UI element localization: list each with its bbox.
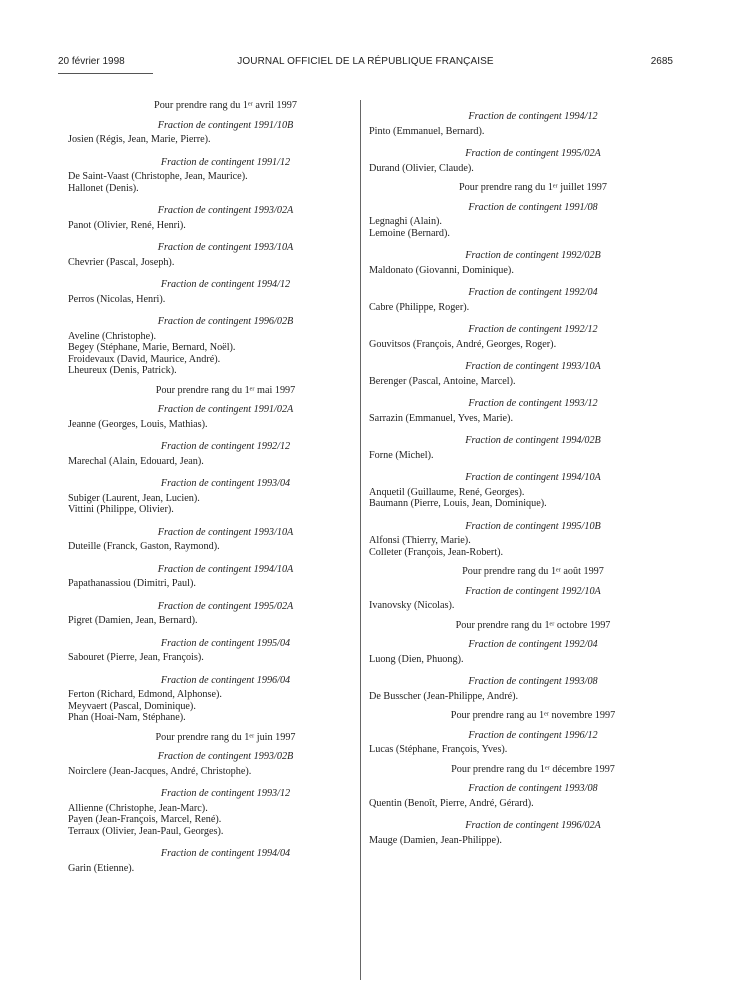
person-name: Hallonet (Denis). (68, 182, 139, 194)
person-name: Baumann (Pierre, Louis, Jean, Dominique). (369, 498, 547, 509)
rank-heading: Pour prendre rang du 1ᵉʳ octobre 1997 (455, 619, 611, 631)
person-name: Chevrier (Pascal, Joseph). (68, 256, 175, 268)
column-divider (360, 100, 361, 980)
person-name: Ferton (Richard, Edmond, Alphonse). (68, 689, 222, 700)
person-name: Lucas (Stéphane, François, Yves). (369, 744, 508, 755)
person-name: Alfonsi (Thierry, Marie). (369, 535, 471, 546)
person-name: Maldonato (Giovanni, Dominique). (369, 264, 514, 276)
fraction-heading: Fraction de contingent 1992/12 (160, 441, 291, 452)
person-name: Noirclere (Jean-Jacques, André, Christophe). (68, 765, 252, 777)
fraction-heading: Fraction de contingent 1993/10A (157, 526, 294, 538)
fraction-heading: Fraction de contingent 1996/02A (465, 820, 601, 831)
name-list (68, 766, 353, 778)
fraction-heading: Fraction de contingent 1991/02A (157, 404, 294, 415)
fraction-heading: Fraction de contingent 1991/08 (468, 201, 598, 213)
name-list (68, 257, 353, 269)
rank-heading: Pour prendre rang du 1ᵉʳ mai 1997 (155, 384, 296, 396)
name-list (369, 126, 667, 138)
person-name: Sabouret (Pierre, Jean, François). (68, 652, 204, 663)
fraction-heading: Fraction de contingent 1993/02A (157, 205, 294, 216)
fraction-heading: Fraction de contingent 1993/04 (160, 478, 291, 489)
person-name: Terraux (Olivier, Jean-Paul, Georges). (68, 825, 224, 837)
name-list (369, 798, 667, 810)
rank-heading: Pour prendre rang au 1ᵉʳ novembre 1997 (450, 710, 616, 721)
name-list (68, 689, 353, 724)
fraction-heading: Fraction de contingent 1994/12 (468, 111, 598, 122)
right-column (369, 100, 667, 846)
person-name: Aveline (Christophe). (68, 330, 157, 342)
person-name: Forne (Michel). (369, 449, 434, 461)
name-list (68, 171, 353, 194)
header-rule (58, 73, 153, 74)
person-name: De Saint-Vaast (Christophe, Jean, Maurice). (68, 171, 248, 182)
rank-heading: Pour prendre rang du 1ᵉʳ avril 1997 (154, 100, 297, 111)
left-column (68, 100, 353, 874)
person-name: Gouvitsos (François, André, Georges, Roger). (369, 338, 557, 350)
name-list (369, 835, 667, 847)
person-name: Josien (Régis, Jean, Marie, Pierre). (68, 134, 211, 145)
fraction-heading: Fraction de contingent 1991/10B (157, 119, 294, 131)
name-list (68, 220, 353, 232)
fraction-heading: Fraction de contingent 1992/02B (465, 250, 601, 261)
name-list (369, 413, 667, 425)
name-list (369, 600, 667, 612)
name-list (369, 654, 667, 666)
header-title: JOURNAL OFFICIEL DE LA RÉPUBLIQUE FRANÇAISE (237, 56, 494, 67)
fraction-heading: Fraction de contingent 1995/02A (157, 600, 294, 612)
person-name: Duteille (Franck, Gaston, Raymond). (68, 541, 220, 552)
name-list (68, 456, 353, 468)
name-list (68, 294, 353, 306)
header-date: 20 février 1998 (58, 56, 125, 67)
page-header (0, 0, 731, 80)
fraction-heading: Fraction de contingent 1996/12 (468, 729, 598, 741)
fraction-heading: Fraction de contingent 1993/08 (468, 783, 598, 794)
person-name: Jeanne (Georges, Louis, Mathias). (68, 418, 208, 430)
fraction-heading: Fraction de contingent 1991/12 (160, 156, 291, 168)
fraction-heading: Fraction de contingent 1993/10A (157, 242, 294, 253)
name-list (369, 487, 667, 510)
person-name: Garin (Etienne). (68, 862, 135, 874)
name-list (369, 302, 667, 314)
person-name: Berenger (Pascal, Antoine, Marcel). (369, 375, 516, 387)
person-name: Froidevaux (David, Maurice, André). (68, 353, 221, 365)
fraction-heading: Fraction de contingent 1995/10B (465, 520, 601, 532)
rank-heading: Pour prendre rang du 1ᵉʳ juin 1997 (155, 731, 296, 743)
person-name: Pigret (Damien, Jean, Bernard). (68, 615, 198, 626)
name-list (68, 803, 353, 838)
fraction-heading: Fraction de contingent 1992/12 (468, 324, 598, 335)
fraction-heading: Fraction de contingent 1993/10A (465, 361, 601, 372)
name-list (68, 419, 353, 431)
person-name: Colleter (François, Jean-Robert). (369, 546, 504, 558)
person-name: Begey (Stéphane, Marie, Bernard, Noël). (68, 342, 236, 353)
fraction-heading: Fraction de contingent 1994/02B (465, 435, 601, 446)
person-name: Mauge (Damien, Jean-Philippe). (369, 834, 502, 846)
person-name: Papathanassiou (Dimitri, Paul). (68, 578, 196, 589)
name-list (68, 331, 353, 377)
fraction-heading: Fraction de contingent 1993/02B (157, 751, 294, 762)
fraction-heading: Fraction de contingent 1994/04 (160, 848, 291, 859)
person-name: Phan (Hoai-Nam, Stéphane). (68, 712, 186, 723)
name-list (369, 265, 667, 277)
name-list (68, 578, 353, 590)
person-name: Marechal (Alain, Edouard, Jean). (68, 455, 204, 467)
fraction-heading: Fraction de contingent 1996/02B (157, 316, 294, 327)
fraction-heading: Fraction de contingent 1995/04 (160, 637, 291, 649)
person-name: Durand (Olivier, Claude). (369, 162, 474, 174)
name-list (369, 535, 667, 558)
name-list (68, 134, 353, 146)
fraction-heading: Fraction de contingent 1992/04 (468, 639, 598, 650)
person-name: Luong (Dien, Phuong). (369, 653, 464, 665)
person-name: Subiger (Laurent, Jean, Lucien). (68, 492, 200, 504)
fraction-heading: Fraction de contingent 1992/04 (468, 287, 598, 298)
person-name: Sarrazin (Emmanuel, Yves, Marie). (369, 412, 514, 424)
fraction-heading: Fraction de contingent 1993/12 (468, 398, 598, 409)
person-name: Legnaghi (Alain). (369, 216, 442, 227)
name-list (369, 691, 667, 703)
rank-heading: Pour prendre rang du 1ᵉʳ décembre 1997 (451, 763, 615, 775)
person-name: Lemoine (Bernard). (369, 227, 450, 239)
person-name: Vittini (Philippe, Olivier). (68, 504, 174, 515)
rank-heading: Pour prendre rang du 1ᵉʳ août 1997 (462, 566, 604, 577)
name-list (68, 863, 353, 875)
person-name: De Busscher (Jean-Philippe, André). (369, 690, 519, 702)
header-page-number: 2685 (650, 56, 673, 67)
person-name: Perros (Nicolas, Henri). (68, 293, 166, 305)
person-name: Lheureux (Denis, Patrick). (68, 365, 177, 376)
fraction-heading: Fraction de contingent 1996/04 (160, 674, 291, 686)
name-list (68, 615, 353, 627)
fraction-heading: Fraction de contingent 1994/10A (157, 563, 294, 575)
name-list (369, 450, 667, 462)
person-name: Payen (Jean-François, Marcel, René). (68, 814, 222, 825)
person-name: Allienne (Christophe, Jean-Marc). (68, 802, 208, 814)
person-name: Panot (Olivier, René, Henri). (68, 219, 186, 231)
name-list (68, 652, 353, 664)
person-name: Pinto (Emmanuel, Bernard). (369, 125, 485, 137)
name-list (369, 216, 667, 239)
rank-heading: Pour prendre rang du 1ᵉʳ juillet 1997 (459, 182, 607, 193)
person-name: Anquetil (Guillaume, René, Georges). (369, 486, 525, 498)
name-list (369, 163, 667, 175)
name-list (369, 376, 667, 388)
person-name: Quentin (Benoît, Pierre, André, Gérard). (369, 797, 534, 809)
name-list (68, 541, 353, 553)
fraction-heading: Fraction de contingent 1993/12 (160, 788, 291, 799)
name-list (369, 339, 667, 351)
fraction-heading: Fraction de contingent 1993/08 (468, 676, 598, 687)
fraction-heading: Fraction de contingent 1992/10A (465, 585, 601, 597)
fraction-heading: Fraction de contingent 1994/12 (160, 279, 291, 290)
person-name: Cabre (Philippe, Roger). (369, 301, 470, 313)
fraction-heading: Fraction de contingent 1994/10A (465, 472, 601, 483)
fraction-heading: Fraction de contingent 1995/02A (465, 148, 601, 159)
name-list (68, 493, 353, 516)
person-name: Meyvaert (Pascal, Dominique). (68, 700, 196, 712)
person-name: Ivanovsky (Nicolas). (369, 600, 455, 611)
name-list (369, 744, 667, 756)
